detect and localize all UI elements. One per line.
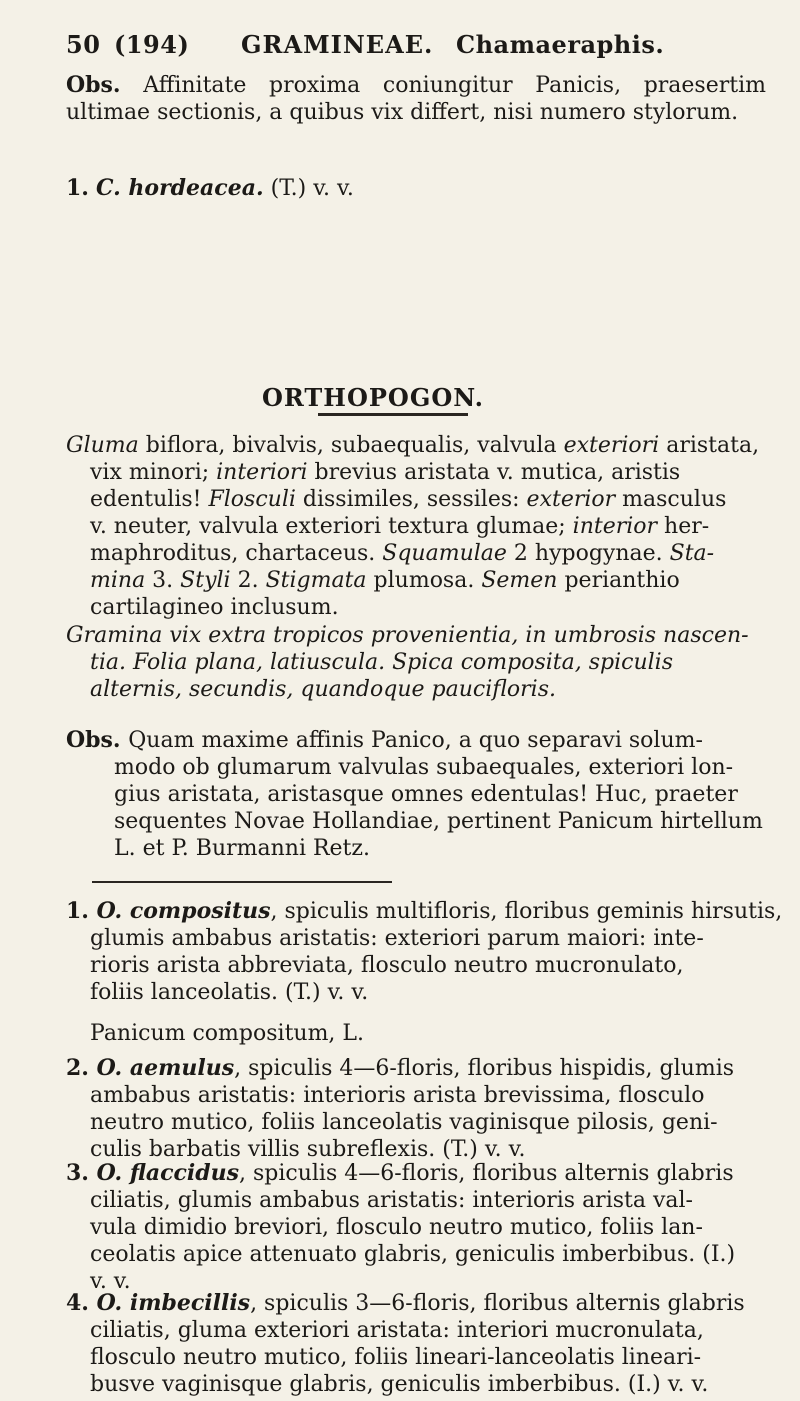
obs2-text: modo ob glumarum valvulas subaequales, exteriori lon- (114, 755, 734, 780)
description-line (66, 513, 766, 540)
species-line (66, 1371, 766, 1398)
species-name: O. compositus (96, 898, 271, 924)
species-line (66, 1241, 766, 1268)
species-diagnosis: flosculo neutro mutico, foliis lineari-lanceolatis lineari- (90, 1345, 702, 1370)
species-diagnosis: rioris arista abbreviata, flosculo neutro mucronulato, (90, 953, 684, 978)
description-segment: biflora, bivalvis, subaequalis, valvula (138, 433, 564, 458)
section-number: (194) (114, 30, 190, 59)
description-segment: Gluma (66, 433, 139, 458)
description-segment: perianthio (557, 568, 680, 593)
species-entry (66, 1055, 766, 1163)
description-segment: cartilagineo inclusum. (90, 595, 339, 620)
description-line (66, 432, 766, 459)
description-segment: maphroditus, chartaceus. (90, 541, 383, 566)
species-line (66, 1160, 766, 1187)
genus-title: ORTHOPOGON. (262, 383, 484, 412)
description-segment: Squamulae (382, 541, 507, 566)
habitat-line: alternis, secundis, quandoque paucifloris. (90, 677, 556, 702)
species-diagnosis: glumis ambabus aristatis: exteriori parum maiori: inte- (90, 926, 704, 951)
description-segment: mina (90, 568, 146, 593)
species-diagnosis: , spiculis 4—6-floris, floribus alternis glabris (239, 1161, 734, 1186)
obs2-text: L. et P. Burmanni Retz. (114, 836, 370, 861)
obs2-text: Quam maxime affinis Panico, a quo separavi solum- (128, 728, 703, 753)
description-line (66, 486, 766, 513)
description-segment: masculus (615, 487, 727, 512)
species-name: C. hordeacea. (95, 175, 264, 201)
description-segment: 2. (230, 568, 266, 593)
obs-label: Obs. (66, 72, 121, 98)
species-line (66, 898, 783, 925)
species-entry (66, 898, 783, 1047)
running-header (66, 30, 766, 64)
description-segment: 2 hypogynae. (506, 541, 670, 566)
species-diagnosis: vula dimidio breviori, flosculo neutro mutico, foliis lan- (90, 1215, 703, 1240)
description-segment: 3. (145, 568, 181, 593)
description-segment: brevius aristata v. mutica, aristis (307, 460, 681, 485)
species-diagnosis: busve vaginisque glabris, geniculis imberbibus. (I.) v. v. (90, 1372, 709, 1397)
species-name: O. aemulus (96, 1055, 235, 1081)
title-rule (318, 413, 468, 416)
observation-1 (66, 72, 766, 126)
obs2-text: gius aristata, aristasque omnes edentulas! Huc, praeter (114, 782, 738, 807)
genus-description (66, 432, 766, 621)
species-diagnosis: culis barbatis villis subreflexis. (T.) v. v. (90, 1137, 526, 1162)
description-segment: plumosa. (366, 568, 482, 593)
species-entry (66, 1290, 766, 1398)
habitat-line: Gramina vix extra tropicos provenientia, in umbrosis nascen- (66, 623, 749, 648)
species-diagnosis: foliis lanceolatis. (T.) v. v. (90, 980, 369, 1005)
description-segment: vix minori; (90, 460, 217, 485)
species-entry (66, 1160, 766, 1295)
obs2-line (90, 754, 766, 781)
description-segment: aristata, (659, 433, 760, 458)
species-diagnosis: neutro mutico, foliis lanceolatis vaginisque pilosis, geni- (90, 1110, 718, 1135)
species-diagnosis: ceolatis apice attenuato glabris, geniculis imberbibus. (I.) (90, 1242, 736, 1267)
obs-label: Obs. (66, 727, 129, 753)
habitat-paragraph (66, 622, 766, 703)
obs2-line (90, 808, 766, 835)
page-number: 50 (66, 30, 101, 59)
species-line (66, 1214, 766, 1241)
species-number: 3. (66, 1160, 97, 1186)
species-entry-previous (66, 175, 766, 202)
species-line (66, 1344, 766, 1371)
description-segment: dissimiles, sessiles: (295, 487, 527, 512)
observation-2 (66, 727, 766, 862)
species-line (66, 1109, 766, 1136)
obs2-text: sequentes Novae Hollandiae, pertinent Panicum hirtellum (114, 809, 763, 834)
species-diagnosis: , spiculis 3—6-floris, floribus alternis glabris (250, 1291, 745, 1316)
species-line (66, 979, 766, 1006)
species-diagnosis: , spiculis 4—6-floris, floribus hispidis, glumis (234, 1056, 735, 1081)
species-synonym: Panicum compositum, L. (90, 1021, 365, 1046)
genus-header: Chamaeraphis. (456, 30, 665, 59)
species-line (66, 1187, 766, 1214)
underline-rule (92, 881, 392, 883)
description-segment: exterior (526, 487, 616, 512)
species-number: 2. (66, 1055, 97, 1081)
description-segment: exteriori (563, 433, 660, 458)
description-line (66, 540, 766, 567)
species-rest: (T.) v. v. (270, 176, 354, 201)
description-segment: Flosculi (208, 487, 296, 512)
species-number: 1. (66, 898, 97, 924)
species-number: 1. (66, 175, 89, 201)
description-line (66, 594, 766, 621)
habitat-line: tia. Folia plana, latiuscula. Spica composita, spiculis (90, 650, 673, 675)
species-line (66, 952, 766, 979)
species-diagnosis: v. v. (90, 1269, 131, 1294)
species-name: O. flaccidus (96, 1160, 239, 1186)
species-diagnosis: , spiculis multifloris, floribus geminis hirsutis, (270, 899, 783, 924)
description-segment: her- (657, 514, 710, 539)
species-line (66, 1082, 766, 1109)
description-segment: interior (572, 514, 658, 539)
description-line (66, 459, 766, 486)
obs-text: Affinitate proxima coniungitur Panicis, praesertim ultimae sectionis, a quibus vix differt, nisi numero stylorum. (66, 73, 766, 125)
species-line (66, 1290, 766, 1317)
description-segment: interiori (216, 460, 308, 485)
obs2-line (90, 835, 766, 862)
species-line (66, 1317, 766, 1344)
species-line (66, 1136, 766, 1163)
family-title: GRAMINEAE. (241, 30, 434, 59)
description-segment: Semen (481, 568, 558, 593)
species-number: 4. (66, 1290, 97, 1316)
obs2-line (90, 781, 766, 808)
description-line (66, 567, 766, 594)
species-diagnosis: ciliatis, gluma exteriori aristata: interiori mucronulata, (90, 1318, 704, 1343)
species-name: O. imbecillis (96, 1290, 251, 1316)
description-segment: Styli (180, 568, 231, 593)
description-segment: edentulis! (90, 487, 209, 512)
description-segment: Sta- (669, 541, 715, 566)
obs2-line (66, 727, 766, 754)
description-segment: v. neuter, valvula exteriori textura glumae; (90, 514, 573, 539)
description-segment: Stigmata (265, 568, 367, 593)
species-line (66, 1055, 766, 1082)
species-diagnosis: ciliatis, glumis ambabus aristatis: interioris arista val- (90, 1188, 693, 1213)
species-line (66, 925, 766, 952)
species-diagnosis: ambabus aristatis: interioris arista brevissima, flosculo (90, 1083, 705, 1108)
